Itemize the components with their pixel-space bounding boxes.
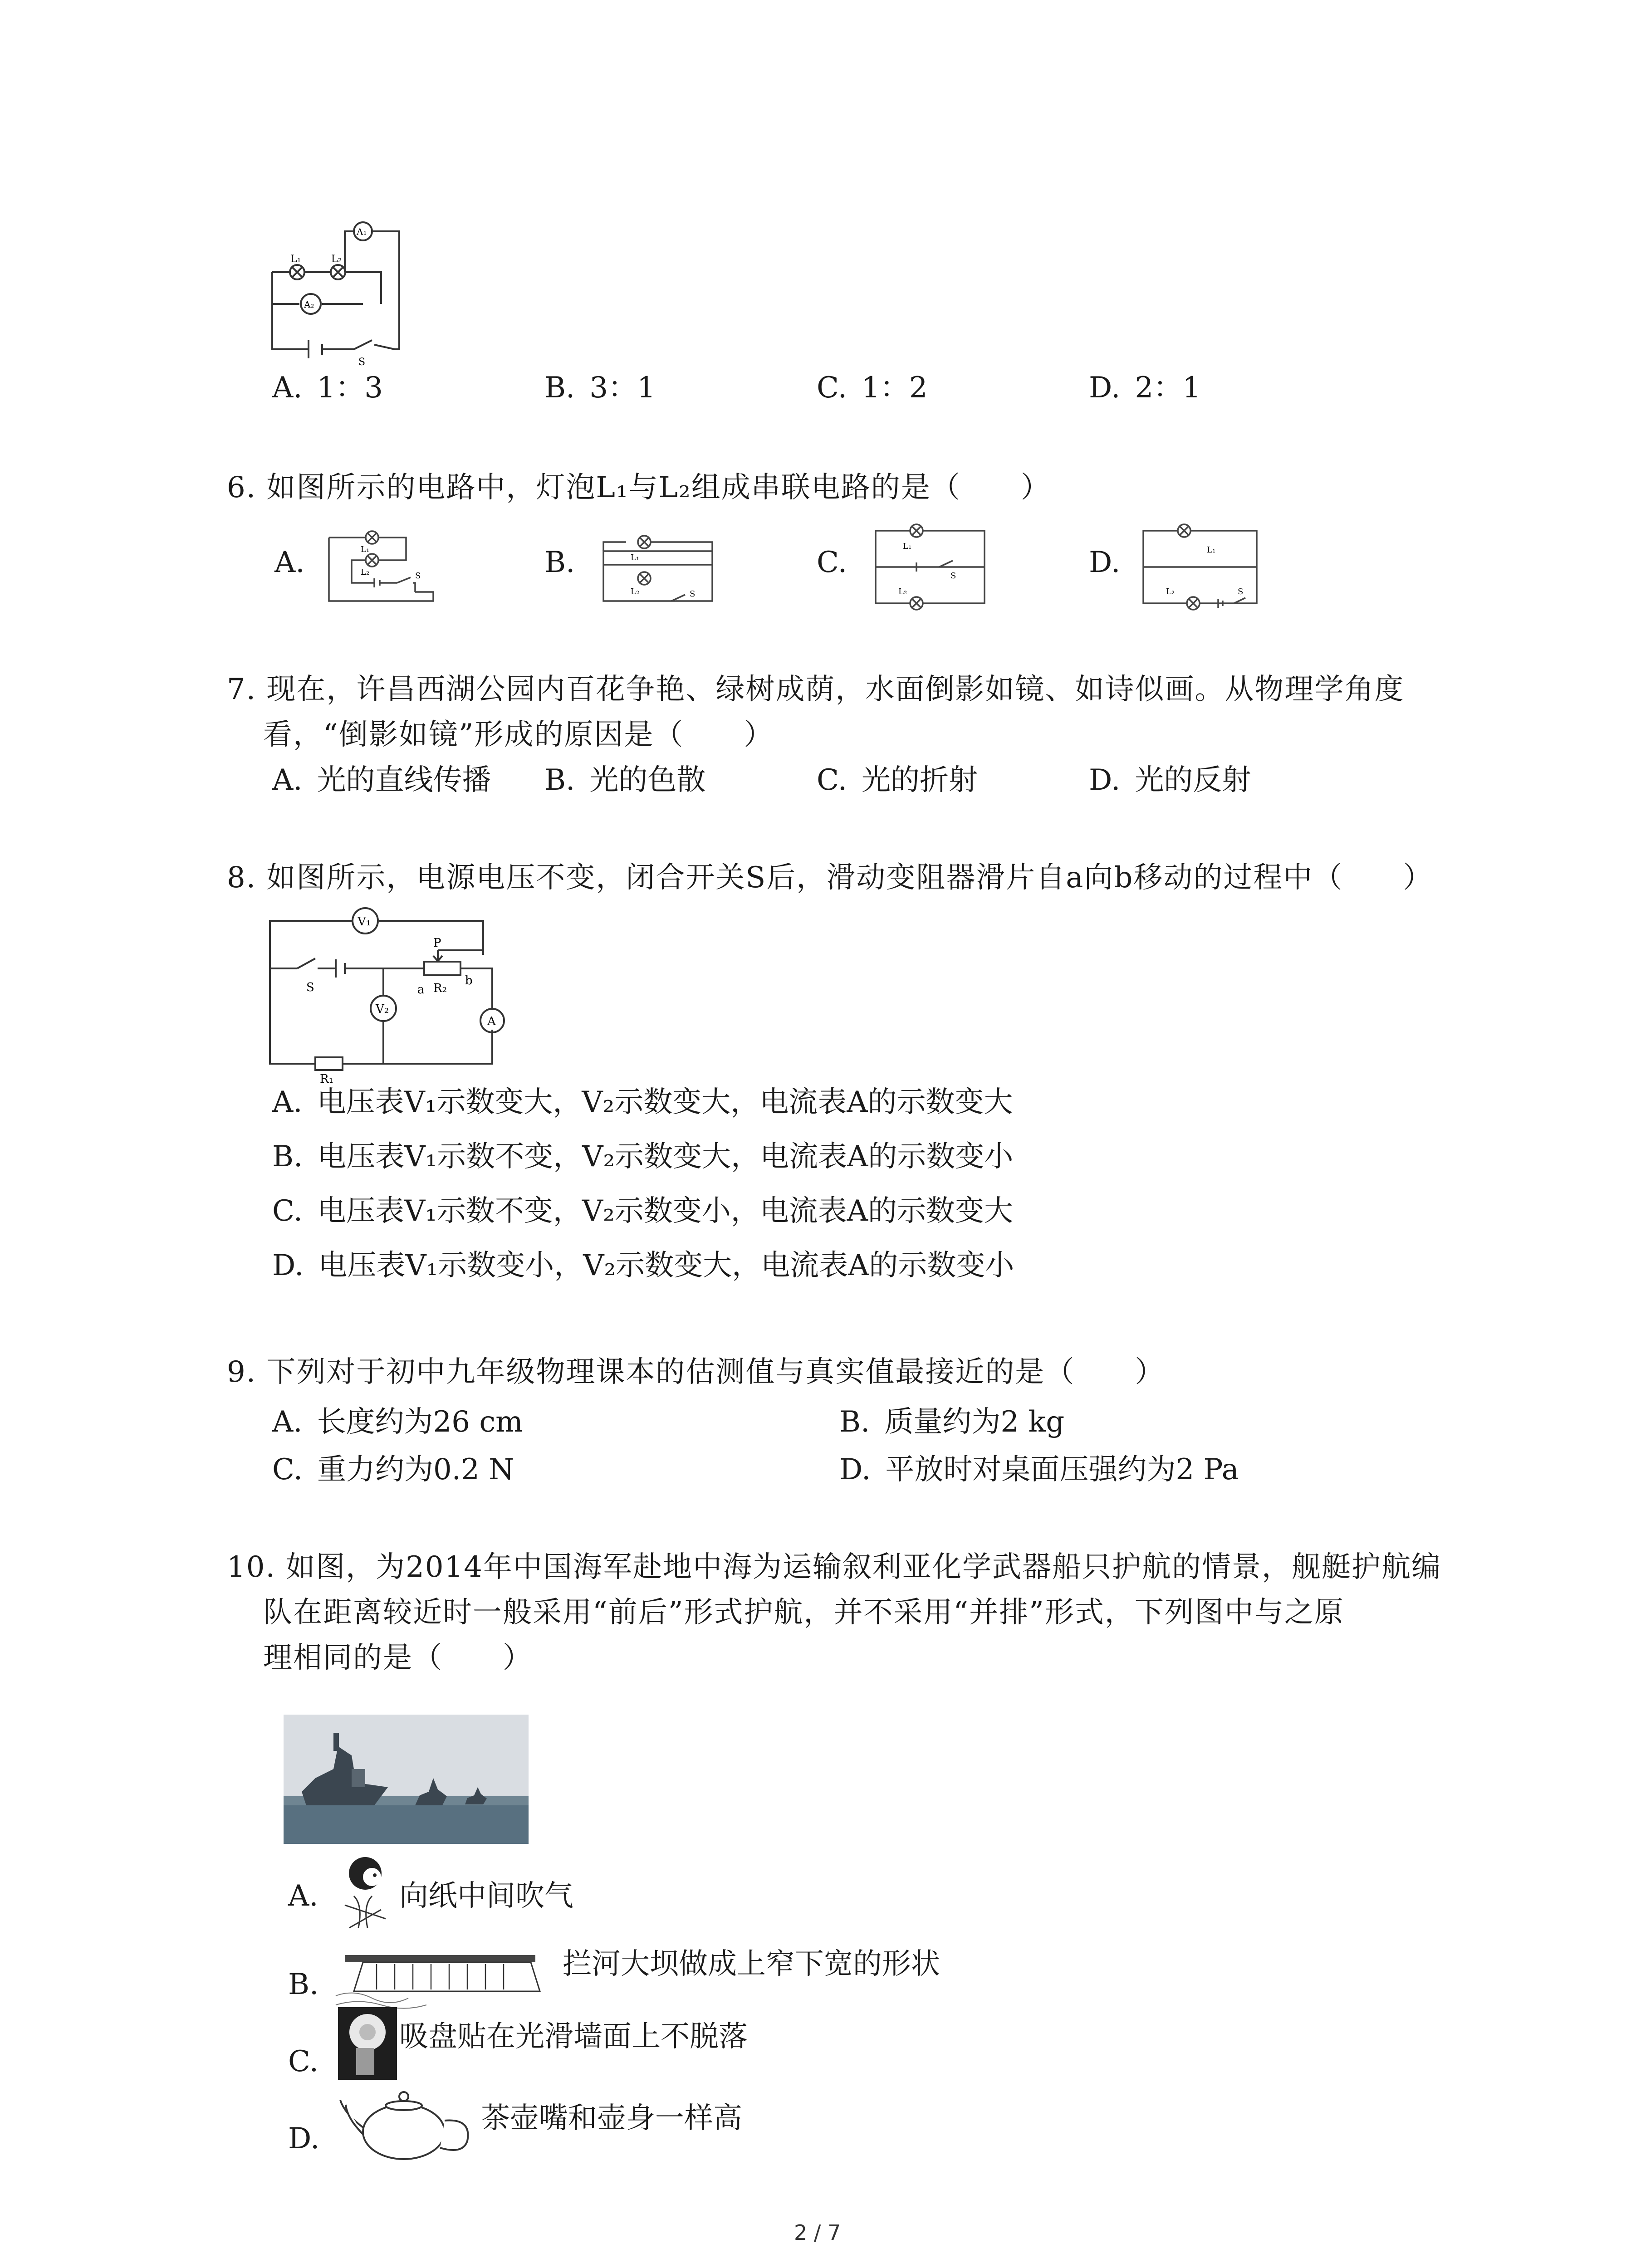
option-text: 光的色散	[589, 763, 706, 797]
q5-label-a2: A₂	[304, 299, 314, 310]
q7-option-d[interactable]	[1089, 762, 1251, 798]
q6-option-a-circuit[interactable]	[324, 528, 438, 606]
option-text: 1：3	[317, 371, 383, 405]
option-letter: C.	[272, 1453, 303, 1486]
option-text: 重力约为0.2 N	[317, 1453, 514, 1486]
q7-option-b[interactable]	[544, 762, 705, 798]
q5-label-a1: A₁	[357, 226, 367, 237]
q6a-label-l1: L₁	[361, 545, 370, 554]
q9-stem: 9. 下列对于初中九年级物理课本的估测值与真实值最接近的是（ ）	[227, 1355, 1165, 1389]
option-letter: C.	[272, 1194, 303, 1228]
q8-option-d[interactable]	[272, 1247, 1014, 1284]
q8-stem: 8. 如图所示，电源电压不变，闭合开关S后，滑动变阻器滑片自a向b移动的过程中（ ）	[227, 861, 1433, 894]
suction-cup-icon	[338, 2007, 397, 2080]
q6b-label-l1: L₁	[631, 553, 640, 562]
q9-option-c[interactable]	[272, 1452, 514, 1488]
q8-label-a: A	[487, 1015, 496, 1028]
q10-stem-line2: 队在距离较近时一般采用“前后”形式护航，并不采用“并排”形式，下列图中与之原	[263, 1596, 1344, 1629]
q7-option-a[interactable]	[272, 762, 491, 798]
q6c-label-l2: L₂	[898, 587, 907, 596]
q6-circuit-b	[599, 528, 717, 606]
teapot-image	[336, 2082, 481, 2164]
blowing-paper-icon	[336, 1855, 395, 1937]
option-letter: B.	[544, 763, 575, 797]
q8-circuit-figure	[265, 905, 519, 1086]
q6-option-c-circuit[interactable]	[871, 522, 989, 608]
option-text: 电压表V₁示数变大，V₂示数变大，电流表A的示数变大	[317, 1085, 1013, 1119]
q8-label-s: S	[306, 981, 314, 994]
q8-label-p: P	[433, 936, 441, 950]
q10-option-c-text: 吸盘贴在光滑墙面上不脱落	[399, 2020, 748, 2053]
option-text: 平放时对桌面压强约为2 Pa	[885, 1453, 1239, 1486]
suction-cup-image	[338, 2007, 397, 2080]
warships-image	[284, 1715, 529, 1844]
q6-circuit-c	[871, 522, 989, 608]
option-text: 长度约为26 cm	[317, 1405, 523, 1439]
q6c-label-l1: L₁	[903, 542, 912, 551]
q6a-label-l2: L₂	[361, 567, 370, 577]
dam-icon	[336, 1941, 554, 2009]
q6-stem: 6. 如图所示的电路中，灯泡L₁与L₂组成串联电路的是（ ）	[227, 471, 1051, 504]
option-text: 电压表V₁示数不变，V₂示数变小，电流表A的示数变大	[317, 1194, 1013, 1228]
q8-option-c[interactable]	[272, 1193, 1013, 1229]
q8-label-end-a: a	[417, 983, 425, 997]
option-letter: D.	[839, 1453, 871, 1486]
q5-label-l2: L₂	[331, 254, 342, 265]
q5-option-a[interactable]	[272, 370, 383, 406]
q6d-label-l2: L₂	[1166, 587, 1175, 596]
q10-option-b-text: 拦河大坝做成上窄下宽的形状	[563, 1947, 940, 1981]
q8-option-a[interactable]	[272, 1084, 1013, 1120]
option-text: 电压表V₁示数变小，V₂示数变大，电流表A的示数变小	[318, 1249, 1014, 1282]
option-letter: B.	[839, 1405, 870, 1439]
option-text: 光的折射	[862, 763, 978, 797]
q6-option-a-letter[interactable]: A.	[274, 546, 305, 579]
q8-option-b[interactable]	[272, 1139, 1013, 1175]
q8-label-v1: V₁	[358, 915, 371, 929]
q8-circuit-diagram	[265, 905, 519, 1086]
q10-stem-line3: 理相同的是（ ）	[263, 1641, 533, 1675]
q6a-label-s: S	[415, 571, 421, 581]
q5-label-s: S	[358, 357, 366, 368]
page-number: 2 / 7	[794, 2220, 841, 2245]
q10-option-a-text: 向纸中间吹气	[399, 1879, 573, 1913]
q10-option-d-letter[interactable]: D.	[288, 2122, 320, 2156]
q5-option-d[interactable]	[1089, 370, 1201, 406]
q10-option-c-letter[interactable]: C.	[288, 2045, 319, 2078]
teapot-icon	[336, 2082, 481, 2164]
q10-option-a-letter[interactable]: A.	[288, 1879, 318, 1913]
option-letter: D.	[1089, 763, 1121, 797]
option-letter: A.	[272, 763, 303, 797]
q7-option-c[interactable]	[817, 762, 978, 798]
option-text: 光的反射	[1135, 763, 1251, 797]
q8-label-r2: R₂	[433, 982, 447, 995]
q6d-label-l1: L₁	[1207, 545, 1216, 555]
option-letter: C.	[817, 371, 847, 405]
option-letter: C.	[817, 763, 847, 797]
q5-circuit-diagram	[263, 218, 417, 367]
option-letter: B.	[544, 371, 575, 405]
q7-stem-line1: 7. 现在，许昌西湖公园内百花争艳、绿树成荫，水面倒影如镜、如诗似画。从物理学角度	[227, 673, 1405, 706]
option-text: 1：2	[862, 371, 928, 405]
warships-photo	[284, 1715, 529, 1844]
q9-option-b[interactable]	[839, 1404, 1064, 1440]
option-letter: B.	[272, 1140, 303, 1173]
q6c-label-s: S	[950, 571, 956, 581]
q10-option-d-text: 茶壶嘴和壶身一样高	[481, 2102, 742, 2135]
q10-option-b-letter[interactable]: B.	[288, 1968, 319, 2001]
option-letter: A.	[272, 1405, 303, 1439]
q5-label-l1: L₁	[290, 254, 301, 265]
q6d-label-s: S	[1238, 587, 1244, 596]
q9-option-d[interactable]	[839, 1452, 1239, 1488]
dam-image	[336, 1941, 554, 2009]
q8-label-r1: R₁	[320, 1072, 333, 1086]
q8-label-end-b: b	[465, 974, 473, 987]
q6-option-b-circuit[interactable]	[599, 528, 717, 606]
q6-option-d-circuit[interactable]	[1139, 522, 1261, 608]
blowing-paper-image	[336, 1855, 395, 1937]
option-letter: D.	[272, 1249, 304, 1282]
q6-option-c-letter[interactable]: C.	[817, 546, 847, 579]
option-text: 2：1	[1135, 371, 1201, 405]
option-text: 电压表V₁示数不变，V₂示数变大，电流表A的示数变小	[317, 1140, 1014, 1173]
q6-option-b-letter[interactable]: B.	[544, 546, 575, 579]
q5-circuit-figure	[263, 218, 417, 367]
q5-option-b[interactable]	[544, 370, 656, 406]
option-letter: A.	[272, 1085, 303, 1119]
q6b-label-s: S	[690, 589, 696, 599]
q10-stem-line1: 10. 如图，为2014年中国海军赴地中海为运输叙利亚化学武器船只护航的情景，舰艇护航编	[227, 1550, 1441, 1584]
q6-circuit-d	[1139, 522, 1261, 608]
option-text: 3：1	[589, 371, 656, 405]
q6-option-d-letter[interactable]: D.	[1089, 546, 1121, 579]
option-text: 光的直线传播	[317, 763, 491, 797]
option-letter: D.	[1089, 371, 1121, 405]
q7-stem-line2: 看，“倒影如镜”形成的原因是（ ）	[263, 718, 774, 752]
q9-option-a[interactable]	[272, 1404, 523, 1440]
option-letter: A.	[272, 371, 303, 405]
q6-circuit-a	[324, 528, 438, 606]
q5-option-c[interactable]	[817, 370, 927, 406]
q8-label-v2: V₂	[376, 1002, 389, 1016]
option-text: 质量约为2 kg	[884, 1405, 1065, 1439]
q6b-label-l2: L₂	[631, 587, 640, 596]
